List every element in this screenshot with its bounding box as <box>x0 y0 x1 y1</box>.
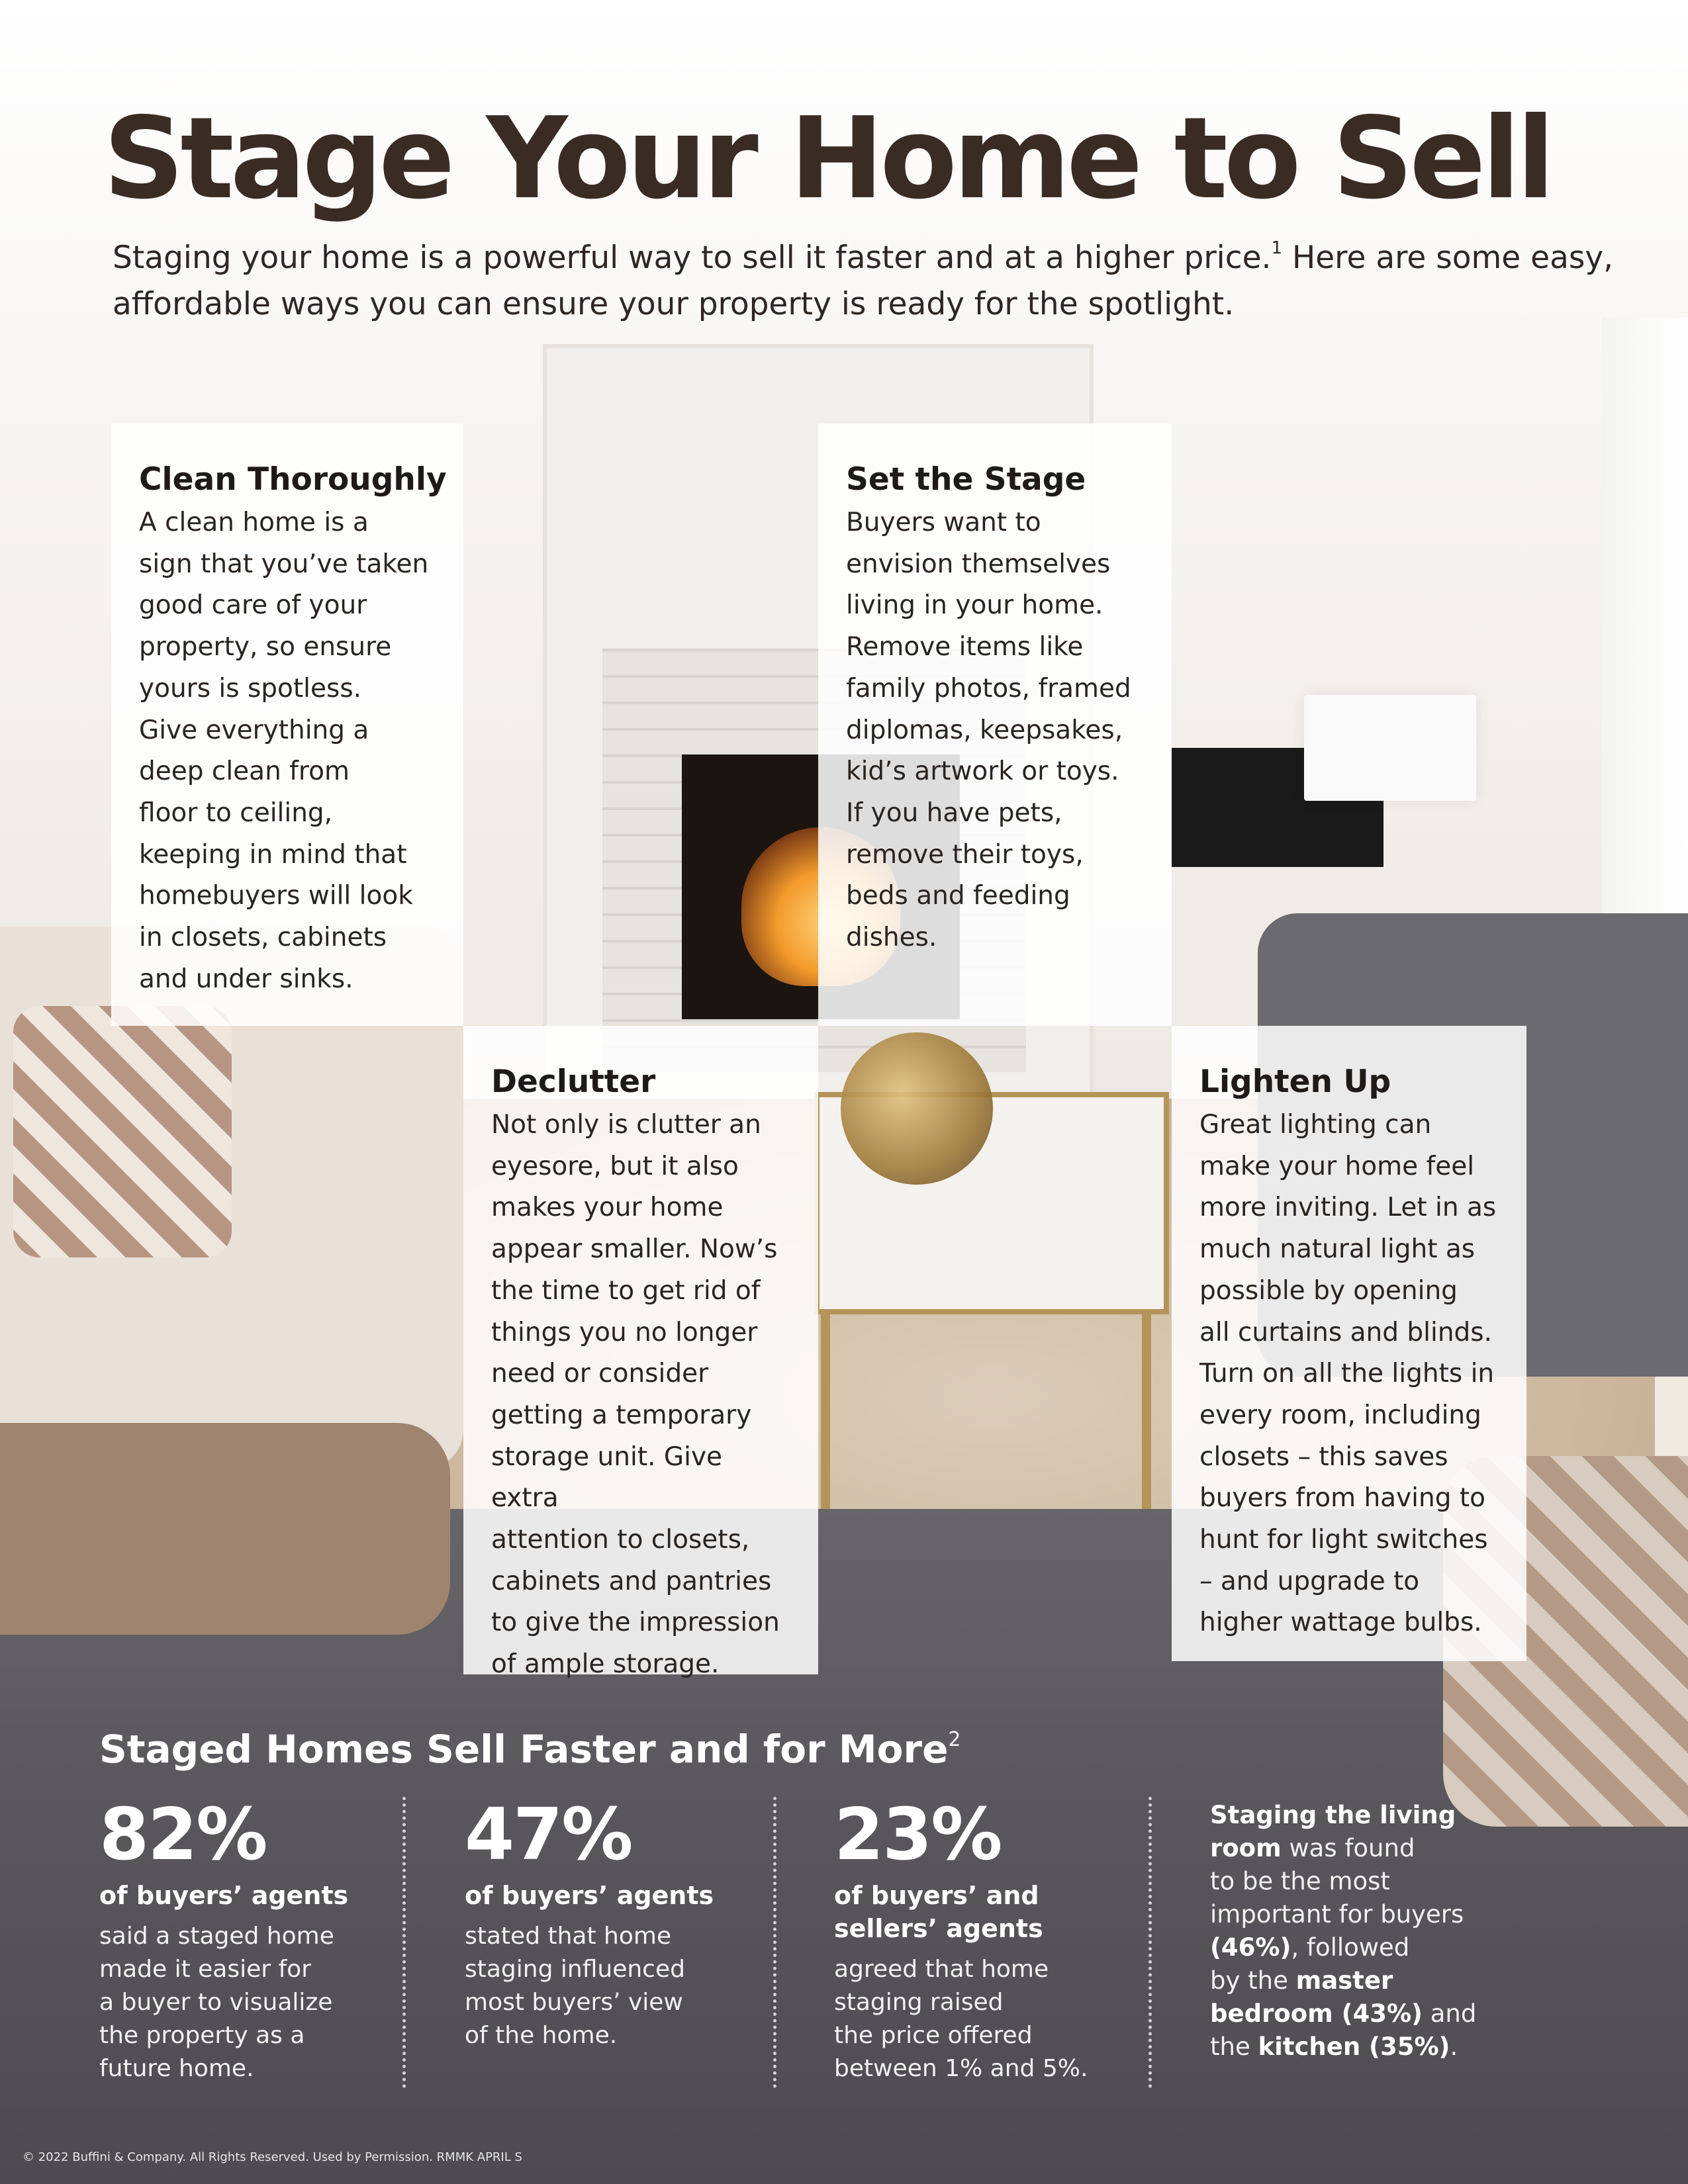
rooms-text: was found <box>1281 1834 1415 1862</box>
tip-line: kid’s artwork or toys. <box>846 756 1119 787</box>
tip-line: in closets, cabinets <box>139 923 387 953</box>
stat-desc-line: the property as a <box>99 2022 305 2049</box>
tip-line: living in your home. <box>846 590 1103 621</box>
tip-body <box>139 502 437 1000</box>
stat-desc-line: most buyers’ view <box>465 1989 683 2016</box>
rooms-text: and <box>1422 1999 1477 2028</box>
stats-heading-text: Staged Homes Sell Faster and for More <box>99 1727 949 1772</box>
tip-line: the time to get rid of <box>491 1275 761 1306</box>
background-pillow-brown <box>0 1423 450 1635</box>
rooms-bold: room <box>1210 1834 1282 1862</box>
tip-line: beds and feeding <box>846 881 1070 911</box>
tip-heading: Clean Thoroughly <box>139 461 447 498</box>
tip-heading: Declutter <box>491 1064 656 1100</box>
stat-percent: 47% <box>465 1794 632 1876</box>
copyright-notice: © 2022 Buffini & Company. All Rights Reserved. Used by Permission. RMMK APRIL S <box>23 2150 522 2164</box>
tip-line: of ample storage. <box>491 1649 720 1680</box>
rooms-bold: bedroom (43%) <box>1210 1999 1423 2028</box>
stat-desc-line: future home. <box>99 2055 254 2082</box>
tip-line: eyesore, but it also <box>491 1151 739 1181</box>
stat-desc-line: staging raised <box>834 1989 1004 2016</box>
tip-line: things you no longer <box>491 1317 758 1347</box>
tip-line: closets – this saves <box>1199 1441 1448 1472</box>
stat-82-percent <box>99 1794 404 2085</box>
rooms-text: , followed <box>1291 1933 1410 1962</box>
tip-line: possible by opening <box>1199 1275 1458 1306</box>
tip-line: buyers from having to <box>1199 1483 1486 1514</box>
tip-line: dishes. <box>846 923 937 953</box>
rooms-text: . <box>1450 2032 1458 2061</box>
tip-line: floor to ceiling, <box>139 797 333 828</box>
tip-line: every room, including <box>1199 1400 1481 1430</box>
rooms-bold: master <box>1295 1966 1393 1995</box>
tip-line: yours is spotless. <box>139 673 362 704</box>
tip-line: all curtains and blinds. <box>1199 1317 1493 1347</box>
tip-line: remove their toys, <box>846 839 1084 870</box>
stat-description <box>465 1920 769 2052</box>
tip-line: much natural light as <box>1199 1234 1476 1265</box>
tip-line: diplomas, keepsakes, <box>846 715 1123 745</box>
stat-rooms-importance <box>1210 1799 1581 2064</box>
rooms-bold: (46%) <box>1210 1933 1291 1962</box>
stat-subject-line: of buyers’ and <box>834 1881 1039 1910</box>
tip-line: to give the impression <box>491 1608 780 1638</box>
tip-line: homebuyers will look <box>139 881 413 911</box>
stat-desc-line: the price offered <box>834 2022 1033 2049</box>
tip-card-lighten-up <box>1172 1026 1526 1661</box>
tip-line: attention to closets, <box>491 1525 750 1555</box>
stat-47-percent <box>465 1794 769 2052</box>
stats-footnote-mark: 2 <box>948 1728 961 1751</box>
stat-description <box>834 1953 1139 2085</box>
intro-text-part: Staging your home is a powerful way to sell it faster and at a higher price. <box>113 240 1272 276</box>
stat-description <box>99 1920 404 2085</box>
stat-desc-line: said a staged home <box>99 1923 334 1950</box>
tip-line: and under sinks. <box>139 964 353 994</box>
stat-subject: of buyers’ agents <box>465 1881 714 1910</box>
tip-line: Give everything a <box>139 715 369 745</box>
tip-card-declutter <box>463 1026 818 1680</box>
tip-line: makes your home <box>491 1193 724 1223</box>
stat-percent: 82% <box>99 1794 267 1876</box>
tip-card-clean-thoroughly <box>111 424 463 1026</box>
tip-line: more inviting. Let in as <box>1199 1193 1497 1223</box>
stat-desc-line: a buyer to visualize <box>99 1989 333 2016</box>
rooms-text: important for buyers <box>1210 1900 1464 1929</box>
tip-line: Turn on all the lights in <box>1199 1359 1495 1389</box>
stat-desc-line: stated that home <box>465 1923 672 1950</box>
tip-line: need or consider <box>491 1359 709 1389</box>
tip-line: – and upgrade to <box>1199 1566 1420 1596</box>
tip-line: Great lighting can <box>1199 1110 1432 1140</box>
stat-desc-line: between 1% and 5%. <box>834 2055 1088 2082</box>
tip-card-set-the-stage <box>818 424 1172 1026</box>
stat-23-percent <box>834 1794 1139 2085</box>
tip-line: make your home feel <box>1199 1151 1475 1181</box>
rooms-bold: Staging the living <box>1210 1801 1456 1829</box>
dotted-divider <box>773 1797 776 2088</box>
tip-line: sign that you’ve taken <box>139 549 429 579</box>
tip-line: getting a temporary <box>491 1400 752 1430</box>
stat-desc-line: staging influenced <box>465 1956 685 1983</box>
tip-line: If you have pets, <box>846 797 1062 828</box>
tip-body <box>491 1105 792 1686</box>
rooms-text: the <box>1210 2032 1258 2061</box>
tip-line: keeping in mind that <box>139 839 407 870</box>
stat-desc-line: of the home. <box>465 2022 618 2049</box>
tip-line: cabinets and pantries <box>491 1566 772 1596</box>
tip-line: A clean home is a <box>139 508 369 537</box>
tip-line: Buyers want to <box>846 508 1041 537</box>
stat-desc-line: agreed that home <box>834 1956 1049 1983</box>
background-decor-sphere <box>841 1032 993 1185</box>
tip-line: Remove items like <box>846 632 1084 662</box>
intro-footnote-mark: 1 <box>1271 238 1282 258</box>
stat-subject <box>834 1879 1139 1945</box>
intro-text-part: Here are some easy, affordable ways you can ensure your property is ready for the spotlight. <box>113 240 1614 322</box>
stat-percent: 23% <box>834 1794 1002 1876</box>
tip-line: hunt for light switches <box>1199 1525 1488 1555</box>
rooms-bold: kitchen (35%) <box>1258 2032 1450 2061</box>
tip-body <box>1199 1105 1500 1644</box>
tip-line: property, so ensure <box>139 632 392 662</box>
stat-subject: of buyers’ agents <box>99 1881 349 1910</box>
tip-line: envision themselves <box>846 549 1111 579</box>
tip-line: good care of your <box>139 590 367 621</box>
stat-desc-line: made it easier for <box>99 1956 311 1983</box>
tip-line: higher wattage bulbs. <box>1199 1608 1482 1638</box>
stat-subject-line: sellers’ agents <box>834 1914 1043 1943</box>
intro-text <box>113 235 1635 328</box>
tip-line: appear smaller. Now’s <box>491 1234 778 1265</box>
rooms-text: to be the most <box>1210 1867 1390 1895</box>
dotted-divider <box>1149 1797 1152 2088</box>
stats-heading <box>99 1724 961 1774</box>
tip-body <box>846 502 1145 959</box>
tip-line: family photos, framed <box>846 673 1131 704</box>
rooms-text: by the <box>1210 1966 1296 1995</box>
tip-line: storage unit. Give extra <box>491 1441 723 1514</box>
tip-heading: Set the Stage <box>846 461 1086 498</box>
page-title: Stage Your Home to Sell <box>103 93 1552 224</box>
tip-heading: Lighten Up <box>1199 1064 1391 1100</box>
dotted-divider <box>402 1797 406 2088</box>
tip-line: Not only is clutter an <box>491 1110 761 1140</box>
background-pillow-left <box>13 1006 232 1257</box>
tip-line: deep clean from <box>139 756 350 787</box>
background-lamp <box>1304 695 1476 801</box>
